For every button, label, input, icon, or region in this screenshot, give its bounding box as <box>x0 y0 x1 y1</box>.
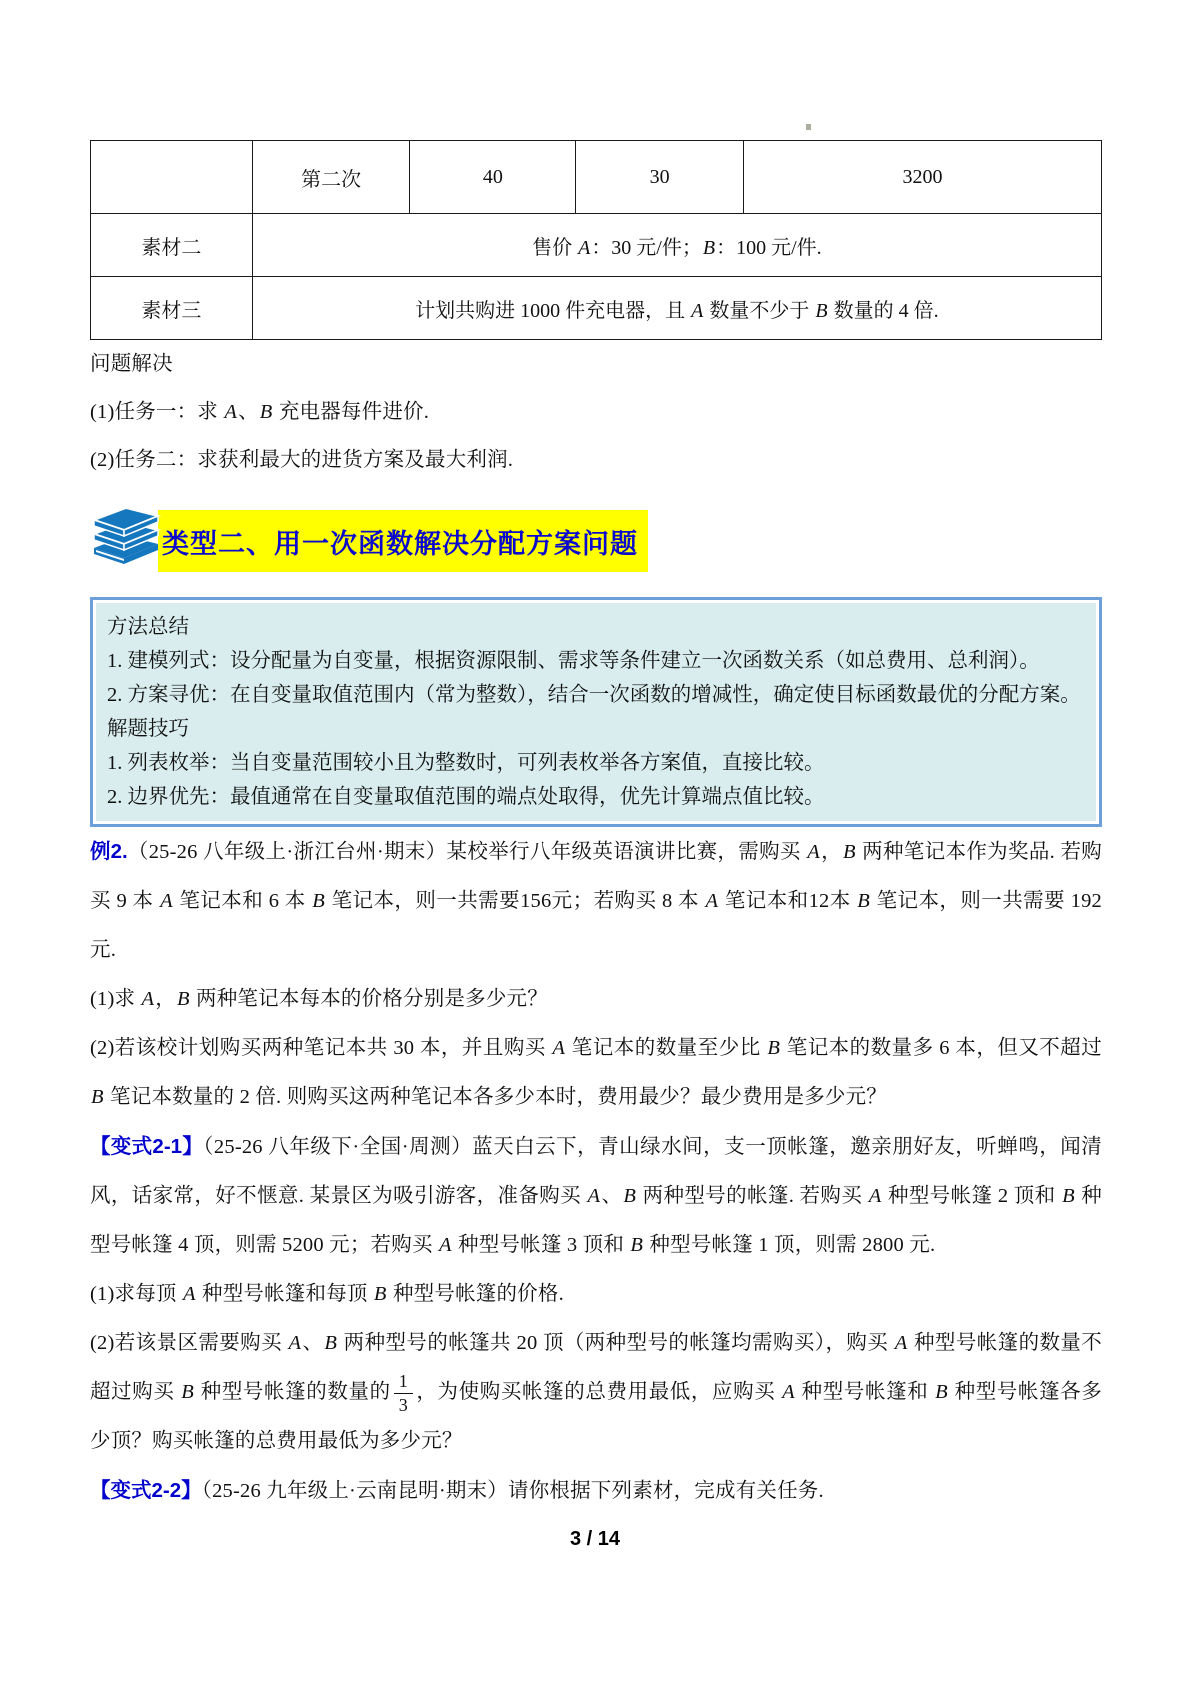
books-icon <box>90 498 162 572</box>
tip-1: 1. 列表枚举：当自变量范围较小且为整数时，可列表枚举各方案值，直接比较。 <box>107 752 825 774</box>
example2-label: 例2. <box>90 840 128 863</box>
table-cell-qty-a: 40 <box>410 141 576 214</box>
table-cell-material3-content: 计划共购进 1000 件充电器，且 A 数量不少于 B 数量的 4 倍. <box>252 277 1101 340</box>
example2-paragraph <box>90 827 1102 975</box>
fraction-numerator: 1 <box>394 1371 413 1394</box>
variant22-paragraph <box>90 1466 1102 1516</box>
table-row <box>91 277 1102 340</box>
table-cell-total: 3200 <box>744 141 1102 214</box>
table-cell-empty <box>91 141 253 214</box>
fraction-denominator: 3 <box>398 1394 408 1415</box>
table-cell-material2-label: 素材二 <box>91 214 253 277</box>
tips-title: 解题技巧 <box>107 718 189 740</box>
variant21-label: 【变式2-1】 <box>90 1135 204 1158</box>
variant22-label: 【变式2-2】 <box>90 1479 202 1502</box>
variant21-q1: (1)求每顶 A 种型号帐篷和每顶 B 种型号帐篷的价格. <box>90 1283 564 1305</box>
section-heading-row <box>90 496 1102 572</box>
variant22-text: （25-26 九年级上·云南昆明·期末）请你根据下列素材，完成有关任务. <box>201 1480 824 1502</box>
example2-q1: (1)求 A，B 两种笔记本每本的价格分别是多少元？ <box>90 988 548 1010</box>
task1-text: (1)任务一：求 A、B 充电器每件进价. <box>90 401 430 423</box>
variant21-q2-before: (2)若该景区需要购买 A、B 两种型号的帐篷共 20 顶（两种型号的帐篷均需购买），购买 A 种型号帐篷的数量不超过购买 B 种型号帐篷的数量的 <box>90 1332 1102 1403</box>
section-heading: 类型二、用一次函数解决分配方案问题 <box>158 510 648 572</box>
table-cell-material3-label: 素材三 <box>91 277 253 340</box>
method-item-1: 1. 建模列式：设分配量为自变量，根据资源限制、需求等条件建立一次函数关系（如总费用、总利润）。 <box>107 650 1040 672</box>
materials-table <box>90 140 1102 340</box>
method-box-title: 方法总结 <box>107 616 189 638</box>
variant21-intro: （25-26 八年级下·全国·周测）蓝天白云下，青山绿水间，支一顶帐篷，邀亲朋好友，听蝉鸣，闻清风，话家常，好不惬意. 某景区为吸引游客，准备购买 A、B 两种型号的帐篷. 若购买 A 种型号帐篷 2 顶和 B 种型号帐篷 4 顶，则需 5200 元；若购买 A 种型号帐篷 3 顶和 B 种型号帐篷 1 顶，则需 2800 元. <box>90 1136 1103 1256</box>
table-cell-qty-b: 30 <box>576 141 744 214</box>
problem-solving-title: 问题解决 <box>90 353 173 375</box>
page-content <box>90 0 1102 1516</box>
table-cell-material2-content: 售价 A：30 元/件；B：100 元/件. <box>252 214 1101 277</box>
example2-q2: (2)若该校计划购买两种笔记本共 30 本，并且购买 A 笔记本的数量至少比 B 笔记本的数量多 6 本，但又不超过 B 笔记本数量的 2 倍. 则购买这两种笔记本各多少本时，费用最少？最少费用是多少元？ <box>90 1037 1102 1108</box>
task2-text: (2)任务二：求获利最大的进货方案及最大利润. <box>90 449 514 471</box>
page-number: 3 / 14 <box>569 1528 621 1550</box>
example2-intro: （25-26 八年级上·浙江台州·期末）某校举行八年级英语演讲比赛，需购买 A，B 两种笔记本作为奖品. 若购买 9 本 A 笔记本和 6 本 B 笔记本，则一共需要156元；若购买 8 本 A 笔记本和12本 B 笔记本，则一共需要 192元. <box>90 841 1102 961</box>
table-cell-second-time: 第二次 <box>252 141 410 214</box>
table-row <box>91 214 1102 277</box>
table-row <box>91 141 1102 214</box>
method-item-2: 2. 方案寻优：在自变量取值范围内（常为整数），结合一次函数的增减性，确定使目标函数最优的分配方案。 <box>107 684 1081 706</box>
fraction-one-third <box>394 1371 413 1415</box>
method-summary-box <box>90 597 1102 827</box>
variant21-paragraph <box>90 1122 1102 1270</box>
tip-2: 2. 边界优先：最值通常在自变量取值范围的端点处取得，优先计算端点值比较。 <box>107 786 825 808</box>
variant21-q2 <box>90 1319 1102 1466</box>
variant21-q2-after: ，为使购买帐篷的总费用最低，应购买 A 种型号帐篷和 B 种型号帐篷各多少顶？购买帐篷的总费用最低为多少元？ <box>90 1381 1102 1452</box>
